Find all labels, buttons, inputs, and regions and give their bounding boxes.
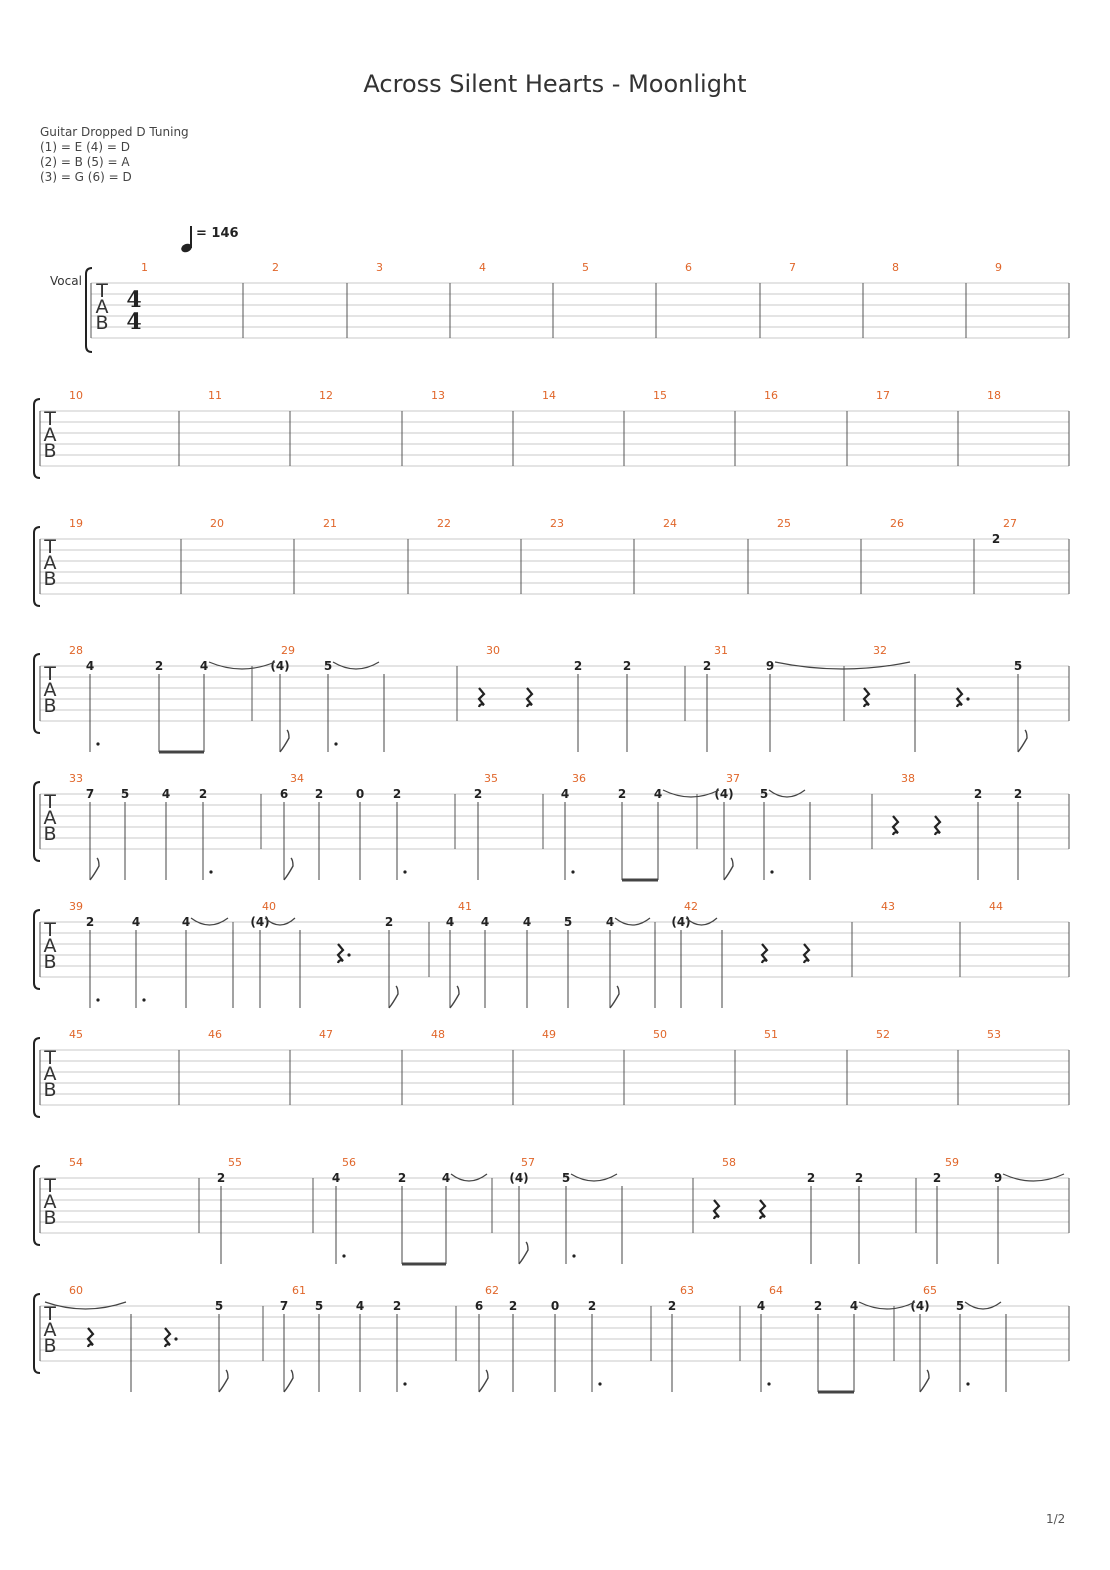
measure-number: 9 bbox=[995, 261, 1002, 274]
measure-number: 29 bbox=[281, 644, 295, 657]
measure-number: 20 bbox=[210, 517, 224, 530]
fret-number: 4 bbox=[560, 787, 570, 801]
quarter-rest-icon bbox=[762, 944, 767, 963]
fret-number: (4) bbox=[509, 1171, 529, 1185]
system-bracket bbox=[34, 1166, 40, 1245]
augmentation-dot bbox=[966, 697, 969, 700]
fret-number: 4 bbox=[445, 915, 455, 929]
eighth-flag bbox=[610, 986, 619, 1008]
measure-number: 46 bbox=[208, 1028, 222, 1041]
quarter-rest-icon bbox=[338, 944, 343, 963]
fret-number: 2 bbox=[813, 1299, 823, 1313]
measure-number: 19 bbox=[69, 517, 83, 530]
measure-number: 33 bbox=[69, 772, 83, 785]
measure-number: 60 bbox=[69, 1284, 83, 1297]
fret-number: 2 bbox=[587, 1299, 597, 1313]
measure-number: 65 bbox=[923, 1284, 937, 1297]
measure-number: 23 bbox=[550, 517, 564, 530]
augmentation-dot bbox=[334, 742, 337, 745]
measure-number: 21 bbox=[323, 517, 337, 530]
augmentation-dot bbox=[770, 870, 773, 873]
measure-number: 16 bbox=[764, 389, 778, 402]
tab-clef-letter: B bbox=[43, 951, 57, 973]
fret-number: 0 bbox=[355, 787, 365, 801]
quarter-rest-icon bbox=[479, 688, 484, 707]
eighth-flag bbox=[389, 986, 398, 1008]
quarter-rest-icon bbox=[864, 688, 869, 707]
measure-number: 10 bbox=[69, 389, 83, 402]
tab-clef-letter: A bbox=[95, 296, 109, 318]
tempo-value: = 146 bbox=[196, 226, 239, 241]
quarter-rest-icon bbox=[165, 1328, 170, 1347]
measure-number: 45 bbox=[69, 1028, 83, 1041]
tab-clef-letter: T bbox=[44, 791, 56, 813]
measure-number: 12 bbox=[319, 389, 333, 402]
track-label: Vocal bbox=[50, 274, 82, 288]
measure-number: 11 bbox=[208, 389, 222, 402]
measure-number: 26 bbox=[890, 517, 904, 530]
fret-number: 2 bbox=[508, 1299, 518, 1313]
quarter-rest-icon bbox=[935, 816, 940, 835]
tab-clef-letter: T bbox=[44, 1047, 56, 1069]
fret-number: 5 bbox=[323, 659, 333, 673]
measure-number: 54 bbox=[69, 1156, 83, 1169]
measure-number: 3 bbox=[376, 261, 383, 274]
time-signature-top: 4 bbox=[126, 287, 142, 313]
measure-number: 17 bbox=[876, 389, 890, 402]
augmentation-dot bbox=[767, 1382, 770, 1385]
measure-number: 51 bbox=[764, 1028, 778, 1041]
augmentation-dot bbox=[342, 1254, 345, 1257]
measure-number: 36 bbox=[572, 772, 586, 785]
augmentation-dot bbox=[966, 1382, 969, 1385]
fret-number: 4 bbox=[131, 915, 141, 929]
tab-clef-letter: A bbox=[43, 935, 57, 957]
fret-number: 5 bbox=[955, 1299, 965, 1313]
augmentation-dot bbox=[96, 998, 99, 1001]
fret-number: 5 bbox=[214, 1299, 224, 1313]
augmentation-dot bbox=[403, 1382, 406, 1385]
measure-number: 62 bbox=[485, 1284, 499, 1297]
tab-clef-letter: A bbox=[43, 424, 57, 446]
system-bracket bbox=[34, 910, 40, 989]
tab-clef-letter: B bbox=[43, 695, 57, 717]
measure-number: 13 bbox=[431, 389, 445, 402]
fret-number: 5 bbox=[561, 1171, 571, 1185]
tab-clef-letter: A bbox=[43, 1319, 57, 1341]
eighth-flag bbox=[90, 858, 99, 880]
measure-number: 53 bbox=[987, 1028, 1001, 1041]
system-bracket bbox=[34, 1294, 40, 1373]
measure-number: 43 bbox=[881, 900, 895, 913]
eighth-flag bbox=[724, 858, 733, 880]
fret-number: 0 bbox=[550, 1299, 560, 1313]
fret-number: 9 bbox=[765, 659, 775, 673]
eighth-flag bbox=[1018, 730, 1027, 752]
measure-number: 64 bbox=[769, 1284, 783, 1297]
fret-number: 2 bbox=[154, 659, 164, 673]
eighth-flag bbox=[280, 730, 289, 752]
quarter-rest-icon bbox=[88, 1328, 93, 1347]
measure-number: 34 bbox=[290, 772, 304, 785]
measure-number: 7 bbox=[789, 261, 796, 274]
fret-number: 4 bbox=[522, 915, 532, 929]
measure-number: 57 bbox=[521, 1156, 535, 1169]
augmentation-dot bbox=[403, 870, 406, 873]
measure-number: 59 bbox=[945, 1156, 959, 1169]
tab-clef-letter: A bbox=[43, 1063, 57, 1085]
measure-number: 31 bbox=[714, 644, 728, 657]
tab-clef-letter: B bbox=[43, 823, 57, 845]
measure-number: 22 bbox=[437, 517, 451, 530]
fret-number: 4 bbox=[199, 659, 209, 673]
tab-clef-letter: A bbox=[43, 552, 57, 574]
fret-number: 5 bbox=[563, 915, 573, 929]
augmentation-dot bbox=[209, 870, 212, 873]
fret-number: 7 bbox=[85, 787, 95, 801]
tuning-name: Guitar Dropped D Tuning bbox=[40, 125, 189, 139]
augmentation-dot bbox=[142, 998, 145, 1001]
fret-number: 2 bbox=[573, 659, 583, 673]
tab-clef-letter: A bbox=[43, 1191, 57, 1213]
measure-number: 6 bbox=[685, 261, 692, 274]
tab-clef-letter: T bbox=[44, 536, 56, 558]
system-bracket bbox=[34, 654, 40, 733]
song-title: Across Silent Hearts - Moonlight bbox=[363, 70, 747, 98]
fret-number: 4 bbox=[161, 787, 171, 801]
fret-number: 5 bbox=[120, 787, 130, 801]
fret-number: 4 bbox=[355, 1299, 365, 1313]
tab-clef-letter: T bbox=[44, 1303, 56, 1325]
fret-number: (4) bbox=[671, 915, 691, 929]
measure-number: 27 bbox=[1003, 517, 1017, 530]
page-number: 1/2 bbox=[1046, 1512, 1066, 1526]
quarter-rest-icon bbox=[714, 1200, 719, 1219]
tab-clef-letter: T bbox=[44, 408, 56, 430]
fret-number: 2 bbox=[1013, 787, 1023, 801]
measure-number: 55 bbox=[228, 1156, 242, 1169]
augmentation-dot bbox=[598, 1382, 601, 1385]
measure-number: 15 bbox=[653, 389, 667, 402]
measure-number: 4 bbox=[479, 261, 486, 274]
fret-number: 5 bbox=[759, 787, 769, 801]
measure-number: 41 bbox=[458, 900, 472, 913]
system-bracket bbox=[34, 399, 40, 478]
eighth-flag bbox=[219, 1370, 228, 1392]
quarter-rest-icon bbox=[893, 816, 898, 835]
fret-number: 2 bbox=[806, 1171, 816, 1185]
augmentation-dot bbox=[571, 870, 574, 873]
measure-number: 49 bbox=[542, 1028, 556, 1041]
tab-clef-letter: A bbox=[43, 679, 57, 701]
fret-number: 6 bbox=[474, 1299, 484, 1313]
fret-number: 4 bbox=[181, 915, 191, 929]
measure-number: 30 bbox=[486, 644, 500, 657]
tuning-line: (3) = G (6) = D bbox=[40, 170, 132, 184]
fret-number: 2 bbox=[314, 787, 324, 801]
measure-number: 8 bbox=[892, 261, 899, 274]
fret-number: 7 bbox=[279, 1299, 289, 1313]
system-bracket bbox=[34, 1038, 40, 1117]
augmentation-dot bbox=[572, 1254, 575, 1257]
tab-clef-letter: T bbox=[96, 280, 108, 302]
tab-clef-letter: T bbox=[44, 919, 56, 941]
measure-number: 48 bbox=[431, 1028, 445, 1041]
measure-number: 24 bbox=[663, 517, 677, 530]
measure-number: 58 bbox=[722, 1156, 736, 1169]
tab-clef-letter: A bbox=[43, 807, 57, 829]
fret-number: 5 bbox=[314, 1299, 324, 1313]
fret-number: 4 bbox=[756, 1299, 766, 1313]
fret-number: 2 bbox=[617, 787, 627, 801]
tuning-line: (1) = E (4) = D bbox=[40, 140, 130, 154]
fret-number: 4 bbox=[653, 787, 663, 801]
measure-number: 28 bbox=[69, 644, 83, 657]
measure-number: 40 bbox=[262, 900, 276, 913]
measure-number: 56 bbox=[342, 1156, 356, 1169]
quarter-rest-icon bbox=[527, 688, 532, 707]
tuning-line: (2) = B (5) = A bbox=[40, 155, 130, 169]
fret-number: 2 bbox=[473, 787, 483, 801]
measure-number: 14 bbox=[542, 389, 556, 402]
measure-number: 35 bbox=[484, 772, 498, 785]
measure-number: 61 bbox=[292, 1284, 306, 1297]
quarter-rest-icon bbox=[760, 1200, 765, 1219]
fret-number: (4) bbox=[270, 659, 290, 673]
fret-number: (4) bbox=[910, 1299, 930, 1313]
measure-number: 47 bbox=[319, 1028, 333, 1041]
eighth-flag bbox=[519, 1242, 528, 1264]
eighth-flag bbox=[920, 1370, 929, 1392]
fret-number: 4 bbox=[605, 915, 615, 929]
tab-clef-letter: B bbox=[43, 568, 57, 590]
time-signature-bottom: 4 bbox=[126, 309, 142, 335]
fret-number: 2 bbox=[854, 1171, 864, 1185]
fret-number: 2 bbox=[932, 1171, 942, 1185]
measure-number: 63 bbox=[680, 1284, 694, 1297]
fret-number: 4 bbox=[331, 1171, 341, 1185]
tab-clef-letter: B bbox=[43, 440, 57, 462]
measure-number: 32 bbox=[873, 644, 887, 657]
eighth-flag bbox=[284, 1370, 293, 1392]
fret-number: 2 bbox=[216, 1171, 226, 1185]
fret-number: 4 bbox=[849, 1299, 859, 1313]
fret-number: 4 bbox=[480, 915, 490, 929]
tab-clef-letter: T bbox=[44, 1175, 56, 1197]
measure-number: 1 bbox=[141, 261, 148, 274]
fret-number: 2 bbox=[85, 915, 95, 929]
fret-number: 5 bbox=[1013, 659, 1023, 673]
quarter-rest-icon bbox=[804, 944, 809, 963]
eighth-flag bbox=[479, 1370, 488, 1392]
measure-number: 5 bbox=[582, 261, 589, 274]
tab-clef-letter: T bbox=[44, 663, 56, 685]
eighth-flag bbox=[284, 858, 293, 880]
measure-number: 18 bbox=[987, 389, 1001, 402]
tab-clef-letter: B bbox=[43, 1079, 57, 1101]
eighth-flag bbox=[450, 986, 459, 1008]
fret-number: 4 bbox=[441, 1171, 451, 1185]
fret-number: 2 bbox=[392, 1299, 402, 1313]
measure-number: 25 bbox=[777, 517, 791, 530]
measure-number: 42 bbox=[684, 900, 698, 913]
fret-number: 2 bbox=[392, 787, 402, 801]
fret-number: 2 bbox=[622, 659, 632, 673]
measure-number: 50 bbox=[653, 1028, 667, 1041]
augmentation-dot bbox=[174, 1337, 177, 1340]
fret-number: 2 bbox=[702, 659, 712, 673]
measure-number: 38 bbox=[901, 772, 915, 785]
measure-number: 52 bbox=[876, 1028, 890, 1041]
fret-number: 2 bbox=[667, 1299, 677, 1313]
tab-clef-letter: B bbox=[95, 312, 109, 334]
fret-number: 9 bbox=[993, 1171, 1003, 1185]
measure-number: 39 bbox=[69, 900, 83, 913]
measure-number: 37 bbox=[726, 772, 740, 785]
fret-number: (4) bbox=[250, 915, 270, 929]
tab-clef-letter: B bbox=[43, 1335, 57, 1357]
fret-number: (4) bbox=[714, 787, 734, 801]
fret-number: 6 bbox=[279, 787, 289, 801]
measure-number: 2 bbox=[272, 261, 279, 274]
fret-number: 2 bbox=[991, 532, 1001, 546]
fret-number: 2 bbox=[397, 1171, 407, 1185]
augmentation-dot bbox=[96, 742, 99, 745]
fret-number: 4 bbox=[85, 659, 95, 673]
fret-number: 2 bbox=[384, 915, 394, 929]
system-bracket bbox=[34, 782, 40, 861]
fret-number: 2 bbox=[198, 787, 208, 801]
measure-number: 44 bbox=[989, 900, 1003, 913]
augmentation-dot bbox=[347, 953, 350, 956]
quarter-rest-icon bbox=[957, 688, 962, 707]
tab-clef-letter: B bbox=[43, 1207, 57, 1229]
fret-number: 2 bbox=[973, 787, 983, 801]
system-bracket bbox=[34, 527, 40, 606]
